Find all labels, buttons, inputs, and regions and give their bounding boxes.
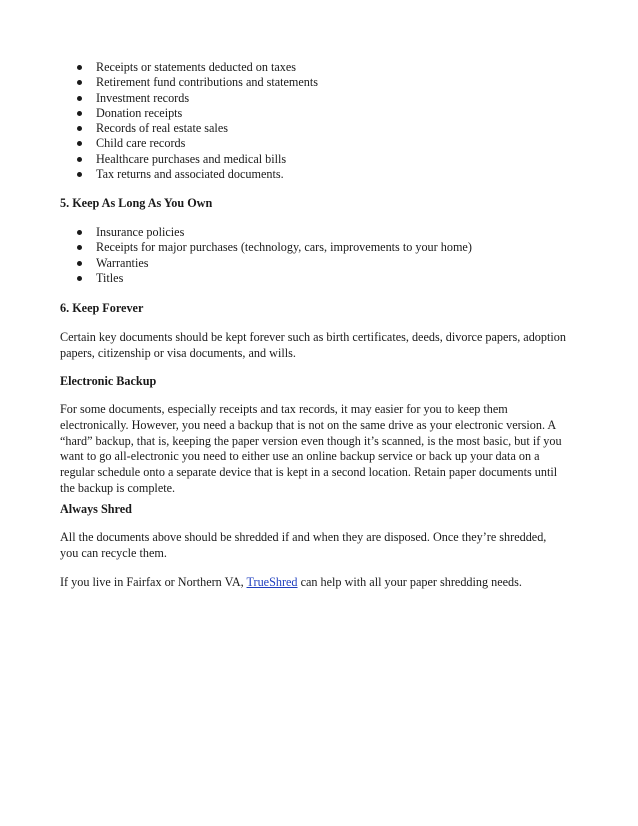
bullet-icon <box>77 80 82 85</box>
list-item-text: Titles <box>96 270 124 285</box>
list-item <box>60 60 318 75</box>
list-item <box>60 75 318 90</box>
keep-forever-paragraph <box>60 330 582 362</box>
list-item <box>60 121 318 136</box>
closing-text-after: can help with all your paper shredding needs. <box>297 575 522 589</box>
paragraph-line: Certain key documents should be kept forever such as birth certificates, deeds, divorce papers, adoption <box>60 330 566 344</box>
list-item-text: Retirement fund contributions and statements <box>96 75 319 90</box>
bullet-icon <box>77 126 82 131</box>
paragraph-line: you can recycle them. <box>60 545 167 560</box>
paragraph-line: papers, citizenship or visa documents, and wills. <box>60 345 296 360</box>
bullet-icon <box>77 245 82 250</box>
trueshred-link[interactable]: TrueShred <box>246 575 298 589</box>
list-item-text: Receipts for major purchases (technology, cars, improvements to your home) <box>96 240 472 255</box>
section-heading-electronic-backup: Electronic Backup <box>60 374 157 388</box>
records-list <box>60 60 318 182</box>
bullet-icon <box>77 230 82 235</box>
paragraph-line: “hard” backup, that is, keeping the paper version even though it’s scanned, is the most basic, but if you <box>60 433 562 448</box>
section-heading-keep-forever: 6. Keep Forever <box>60 301 144 315</box>
closing-text-before: If you live in Fairfax or Northern VA, <box>60 575 247 589</box>
paragraph-line: All the documents above should be shredded if and when they are disposed. Once they’re shredded, <box>60 530 547 544</box>
list-item <box>60 152 318 167</box>
list-item <box>60 256 472 271</box>
list-item-text: Insurance policies <box>96 225 185 239</box>
paragraph-line: want to go all-electronic you need to either use an online backup service or back up your data on a <box>60 449 540 464</box>
list-item <box>60 271 472 286</box>
electronic-backup-paragraph <box>60 402 582 497</box>
list-item-text: Child care records <box>96 136 186 151</box>
section-heading-always-shred: Always Shred <box>60 502 132 516</box>
bullet-icon <box>77 172 82 177</box>
paragraph-line: electronically. However, you need a backup that is not on the same drive as your electronic version. A <box>60 417 557 432</box>
always-shred-paragraph <box>60 530 582 562</box>
list-item <box>60 91 318 106</box>
paragraph-line: For some documents, especially receipts and tax records, it may easier for you to keep them <box>60 402 508 416</box>
section-heading-keep-as-long-as-you-own: 5. Keep As Long As You Own <box>60 196 213 210</box>
closing-paragraph <box>60 575 582 591</box>
list-item-text: Tax returns and associated documents. <box>96 167 284 182</box>
bullet-icon <box>77 141 82 146</box>
list-item <box>60 167 318 182</box>
list-item-text: Healthcare purchases and medical bills <box>96 151 287 166</box>
bullet-icon <box>77 276 82 281</box>
paragraph-line: the backup is complete. <box>60 480 176 495</box>
bullet-icon <box>77 111 82 116</box>
list-item <box>60 136 318 151</box>
list-item-text: Receipts or statements deducted on taxes <box>96 60 297 74</box>
list-item-text: Warranties <box>96 255 149 270</box>
list-item <box>60 240 472 255</box>
list-item <box>60 106 318 121</box>
list-item <box>60 225 472 240</box>
bullet-icon <box>77 65 82 70</box>
paragraph-line <box>60 575 582 591</box>
paragraph-line: regular schedule onto a separate device that is kept in a second location. Retain paper documents until <box>60 465 558 480</box>
bullet-icon <box>77 261 82 266</box>
bullet-icon <box>77 157 82 162</box>
list-item-text: Investment records <box>96 90 190 105</box>
own-items-list <box>60 225 472 286</box>
list-item-text: Donation receipts <box>96 105 183 120</box>
list-item-text: Records of real estate sales <box>96 121 228 136</box>
bullet-icon <box>77 96 82 101</box>
